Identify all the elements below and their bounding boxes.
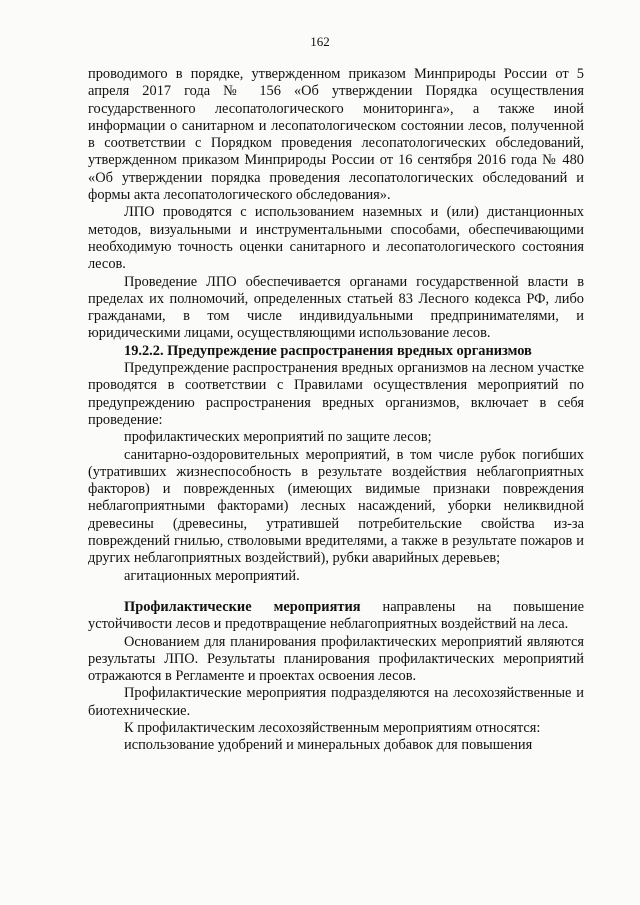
definition-text: направлены на повышение устойчивости лесов и предотвращение неблагоприятных воздействий на леса. [88,598,584,633]
paragraph-continuation: проводимого в порядке, утвержденном приказом Минприроды России от 5 апреля 2017 года № 156 «Об утверждении Порядка осуществления государственного лесопатологического мониторинга», а также иной информации о санитарном и лесопатологическом состоянии лесов, полученной в соответствии с Порядком проведения лесопатологических обследований, утвержденном приказом Минприроды России от 16 сентября 2016 года № 480 «Об утверждении порядка проведения лесопатологических обследований и формы акта лесопатологического обследования». [88,66,584,204]
list-item-sanitary: санитарно-оздоровительных мероприятий, в том числе рубок погибших (утративших жизнеспособность в результате воздействия неблагоприятных факторов) и поврежденных (имеющих видимые признаки повреждения неблагоприятными факторами) лесных насаждений, уборки неликвидной древесины (древесины, утратившей потребительские свойства из-за повреждений гнилью, стволовыми вредителями, а также в результате пожаров и других неблагоприятных воздействий), рубки аварийных деревьев; [88,446,584,567]
term-prophylactic-measures: Профилактические мероприятия [124,598,361,615]
document-body [88,66,584,755]
list-item-agitation: агитационных мероприятий. [124,567,300,584]
paragraph-forestry-measures: К профилактическим лесохозяйственным мероприятиям относятся: [124,719,541,736]
paragraph-fertilizer-use: использование удобрений и минеральных добавок для повышения [124,737,533,754]
page-number: 162 [310,34,330,49]
list-item-prophylactic: профилактических мероприятий по защите лесов; [124,429,432,446]
paragraph-prevention-intro: Предупреждение распространения вредных организмов на лесном участке проводятся в соответствии с Правилами осуществления мероприятий по предупреждению распространения вредных организмов, включает в себя проведение: [88,360,584,428]
paragraph-measure-types: Профилактические мероприятия подразделяются на лесохозяйственные и биотехнические. [88,685,584,719]
section-heading: 19.2.2. Предупреждение распространения вредных организмов [124,342,532,359]
paragraph-lpo-methods: ЛПО проводятся с использованием наземных и (или) дистанционных методов, визуальными и инструментальными способами, обеспечивающими необходимую точность оценки санитарного и лесопатологического состояния лесов. [88,204,584,273]
paragraph-planning-basis: Основанием для планирования профилактических мероприятий являются результаты ЛПО. Результаты планирования профилактических мероприятий отражаются в Регламенте и проектах освоения лесов. [88,633,584,685]
paragraph-lpo-authorities: Проведение ЛПО обеспечивается органами государственной власти в пределах их полномочий, определенных статьей 83 Лесного кодекса РФ, либо гражданами, в том числе индивидуальными предпринимателями, и юридическими лицами, осуществляющими использование лесов. [88,273,584,342]
paragraph-prophylactic-definition [88,599,584,634]
